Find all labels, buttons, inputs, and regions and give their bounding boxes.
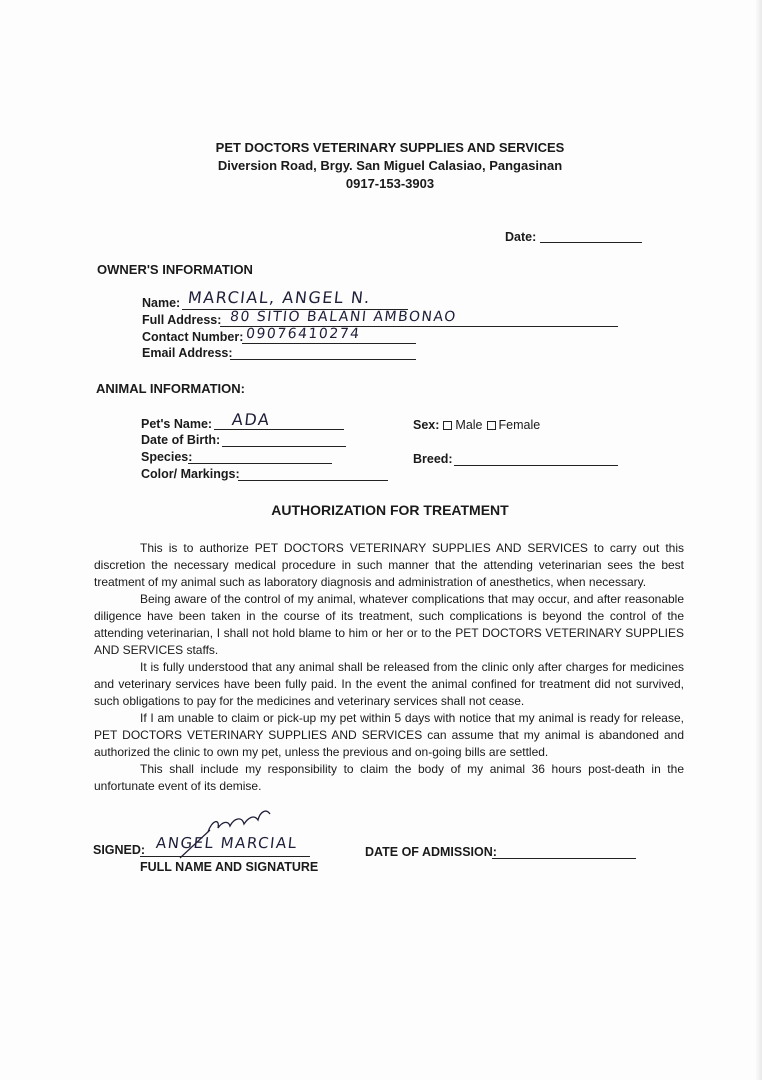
- animal-section-title: ANIMAL INFORMATION:: [96, 381, 245, 396]
- signed-name-value[interactable]: ANGEL MARCIAL: [155, 834, 299, 852]
- owner-contact-label: Contact Number:: [142, 330, 244, 344]
- pet-name-value[interactable]: ADA: [231, 410, 272, 429]
- pet-name-label: Pet's Name:: [141, 417, 213, 431]
- admission-date-line[interactable]: [492, 858, 636, 859]
- male-checkbox[interactable]: [443, 421, 452, 430]
- company-name: PET DOCTORS VETERINARY SUPPLIES AND SERVICES: [215, 140, 565, 155]
- pet-name-line: [214, 429, 344, 430]
- date-label: Date:: [505, 230, 537, 244]
- date-line[interactable]: [540, 242, 642, 243]
- owner-name-label: Name:: [142, 296, 181, 310]
- owner-contact-value[interactable]: 09076410274: [245, 326, 362, 342]
- male-option-label: Male: [455, 418, 483, 432]
- sex-field: [413, 418, 540, 432]
- dob-label: Date of Birth:: [141, 433, 221, 447]
- signature-line: [140, 856, 310, 857]
- authorization-paragraph: This shall include my responsibility to claim the body of my animal 36 hours post-death in the unfortunate event of its demise.: [94, 762, 684, 793]
- owner-email-label: Email Address:: [142, 346, 233, 360]
- sex-label: Sex:: [413, 418, 440, 432]
- authorization-title: AUTHORIZATION FOR TREATMENT: [271, 502, 509, 518]
- breed-line[interactable]: [454, 465, 618, 466]
- color-line[interactable]: [238, 480, 388, 481]
- breed-label: Breed:: [413, 452, 453, 466]
- authorization-paragraph: Being aware of the control of my animal, whatever complications that may occur, and after reasonable diligence have been taken in the course of its treatment, such complications is beyond the control of the attending veterinarian, I shall not hold blame to him or her or to the PET DOCTORS VETERINARY SUPPLIES AND SERVICES staffs.: [94, 592, 684, 657]
- authorization-paragraph: This is to authorize PET DOCTORS VETERINARY SUPPLIES AND SERVICES to carry out this discretion the necessary medical procedure in such manner that the attending veterinarian sees the best treatment of my animal such as laboratory diagnosis and administration of anesthetics, when necessary.: [94, 541, 684, 589]
- admission-date-label: DATE OF ADMISSION:: [365, 845, 497, 859]
- color-label: Color/ Markings:: [141, 467, 240, 481]
- owner-address-value[interactable]: 80 SITIO BALANI AMBONAO: [229, 309, 458, 325]
- species-line[interactable]: [188, 463, 332, 464]
- female-option-label: Female: [498, 418, 541, 432]
- authorization-body: [94, 540, 684, 795]
- signature-caption: FULL NAME AND SIGNATURE: [140, 860, 319, 874]
- owner-address-label: Full Address:: [142, 313, 222, 327]
- owner-email-line[interactable]: [230, 359, 416, 360]
- authorization-paragraph: If I am unable to claim or pick-up my pet within 5 days with notice that my animal is ready for release, PET DOCTORS VETERINARY SUPPLIES AND SERVICES can assume that my animal is abandoned and authorized the clinic to own my pet, unless the previous and on-going bills are settled.: [94, 711, 684, 759]
- owner-section-title: OWNER'S INFORMATION: [97, 262, 253, 277]
- company-phone: 0917-153-3903: [345, 176, 435, 191]
- dob-line[interactable]: [222, 446, 346, 447]
- company-address: Diversion Road, Brgy. San Miguel Calasiao, Pangasinan: [217, 158, 563, 173]
- owner-contact-line: [242, 343, 416, 344]
- species-label: Species:: [141, 450, 193, 464]
- owner-name-value[interactable]: MARCIAL, ANGEL N.: [187, 288, 372, 307]
- female-checkbox[interactable]: [487, 421, 496, 430]
- signed-label: SIGNED:: [93, 843, 146, 857]
- authorization-paragraph: It is fully understood that any animal shall be released from the clinic only after charges for medicines and veterinary services have been fully paid. In the event the animal confined for treatment did not survived, such obligations to pay for the medicines and veterinary services shall not cease.: [94, 660, 684, 708]
